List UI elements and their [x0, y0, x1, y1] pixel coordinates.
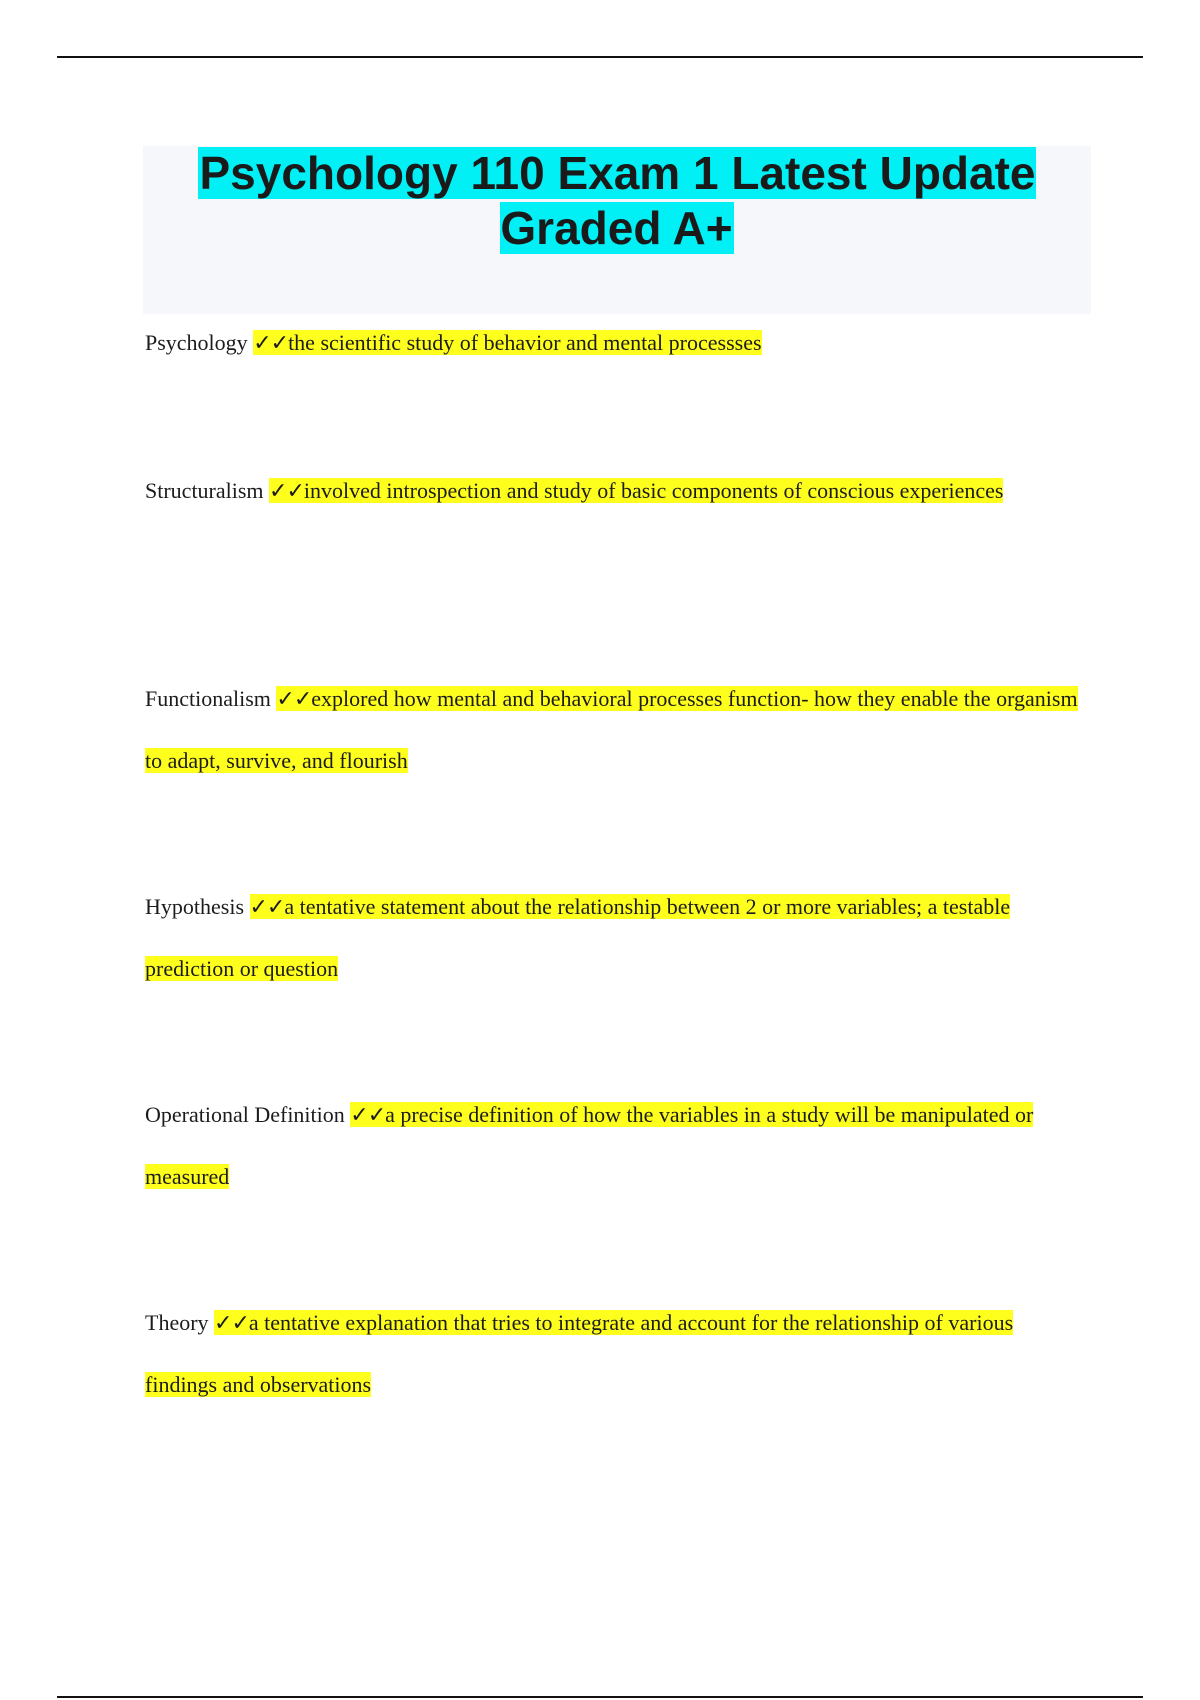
top-rule: [57, 56, 1143, 58]
definition-highlight: [145, 894, 1010, 981]
list-item: [145, 1292, 1085, 1415]
list-item: [145, 668, 1085, 791]
definition-text: a tentative explanation that tries to integrate and account for the relationship of various findings and observations: [145, 1310, 1014, 1397]
list-item: [145, 312, 1085, 374]
term-label: Theory: [145, 1310, 209, 1335]
double-check-icon: ✓✓: [249, 895, 285, 920]
term-label: Functionalism: [145, 686, 271, 711]
list-item: [145, 1084, 1085, 1207]
double-check-icon: ✓✓: [269, 479, 304, 504]
definition-text: the scientific study of behavior and mental processses: [288, 330, 762, 355]
term-label: Operational Definition: [145, 1102, 345, 1127]
double-check-icon: ✓✓: [276, 687, 312, 712]
term-label: Structuralism: [145, 478, 264, 503]
definition-text: explored how mental and behavioral processes function- how they enable the organism to adapt, survive, and flourish: [145, 686, 1078, 773]
list-item: [145, 876, 1085, 999]
page-title: [167, 146, 1067, 256]
definition-highlight: [269, 478, 1003, 503]
definition-text: a precise definition of how the variables in a study will be manipulated or measured: [145, 1102, 1034, 1189]
title-block: [143, 146, 1091, 314]
definition-highlight: [145, 1310, 1013, 1397]
double-check-icon: ✓✓: [350, 1103, 386, 1128]
definition-text: a tentative statement about the relationship between 2 or more variables; a testable prediction or question: [145, 894, 1011, 981]
definition-highlight: [145, 686, 1078, 773]
definition-highlight: [253, 330, 761, 355]
term-label: Hypothesis: [145, 894, 244, 919]
page-title-text: Psychology 110 Exam 1 Latest Update Graded A+: [199, 147, 1036, 254]
double-check-icon: ✓✓: [214, 1311, 249, 1336]
term-label: Psychology: [145, 330, 248, 355]
list-item: [145, 460, 1085, 522]
definition-text: involved introspection and study of basic components of conscious experiences: [303, 478, 1004, 503]
double-check-icon: ✓✓: [253, 331, 289, 356]
bottom-rule: [57, 1696, 1143, 1698]
